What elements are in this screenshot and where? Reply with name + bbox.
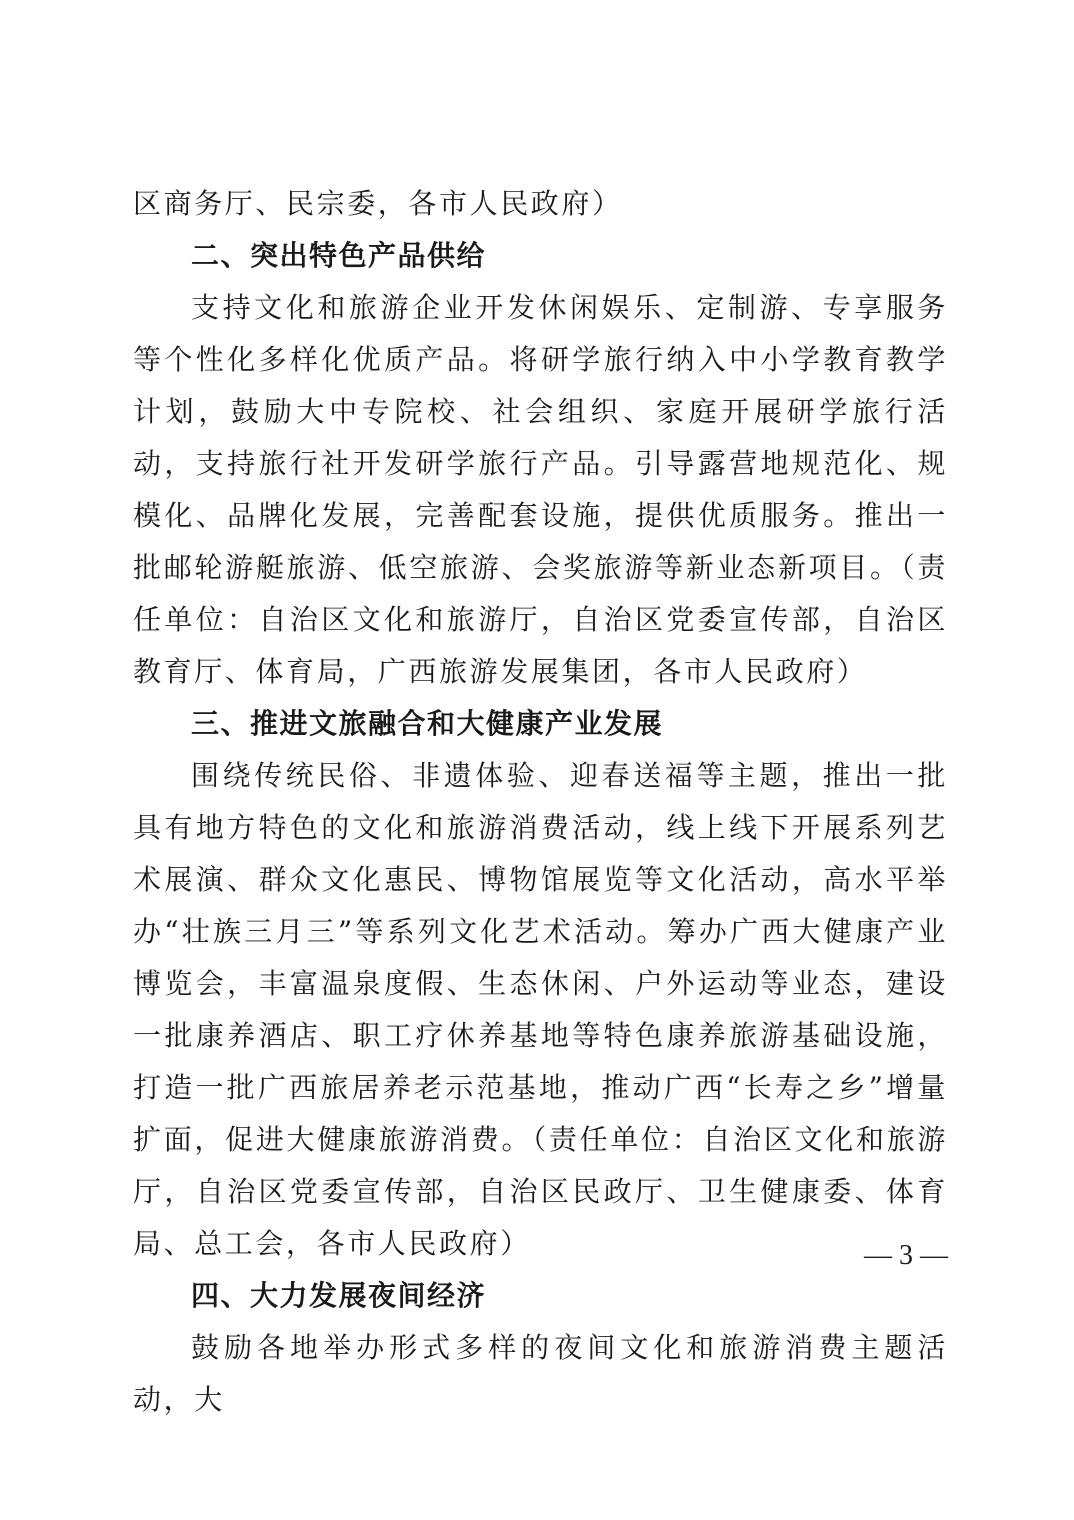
- document-body: [133, 178, 948, 1426]
- section-heading-2: 二、突出特色产品供给: [191, 239, 487, 272]
- section-paragraph-3: 围绕传统民俗、非遗体验、迎春送福等主题，推出一批具有地方特色的文化和旅游消费活动，线上线下开展系列艺术展演、群众文化惠民、博物馆展览等文化活动，高水平举办“壮族三月三”等系列文化艺术活动。筹办广西大健康产业博览会，丰富温泉度假、生态休闲、户外运动等业态，建设一批康养酒店、职工疗休养基地等特色康养旅游基础设施，打造一批广西旅居养老示范基地，推动广西“长寿之乡”增量扩面，促进大健康旅游消费。（责任单位：自治区文化和旅游厅，自治区党委宣传部，自治区民政厅、卫生健康委、体育局、总工会，各市人民政府）: [133, 759, 948, 1260]
- continuation-paragraph: 区商务厅、民宗委，各市人民政府）: [133, 187, 623, 220]
- section-heading-4: 四、大力发展夜间经济: [191, 1279, 487, 1312]
- section-paragraph-2: 支持文化和旅游企业开发休闲娱乐、定制游、专享服务等个性化多样化优质产品。将研学旅行纳入中小学教育教学计划，鼓励大中专院校、社会组织、家庭开展研学旅行活动，支持旅行社开发研学旅行产品。引导露营地规范化、规模化、品牌化发展，完善配套设施，提供优质服务。推出一批邮轮游艇旅游、低空旅游、会奖旅游等新业态新项目。（责任单位：自治区文化和旅游厅，自治区党委宣传部，自治区教育厅、体育局，广西旅游发展集团，各市人民政府）: [133, 291, 948, 688]
- section-paragraph-4: 鼓励各地举办形式多样的夜间文化和旅游消费主题活动，大: [133, 1331, 948, 1416]
- page-number: — 3 —: [864, 1240, 948, 1271]
- section-heading-3: 三、推进文旅融合和大健康产业发展: [191, 707, 664, 740]
